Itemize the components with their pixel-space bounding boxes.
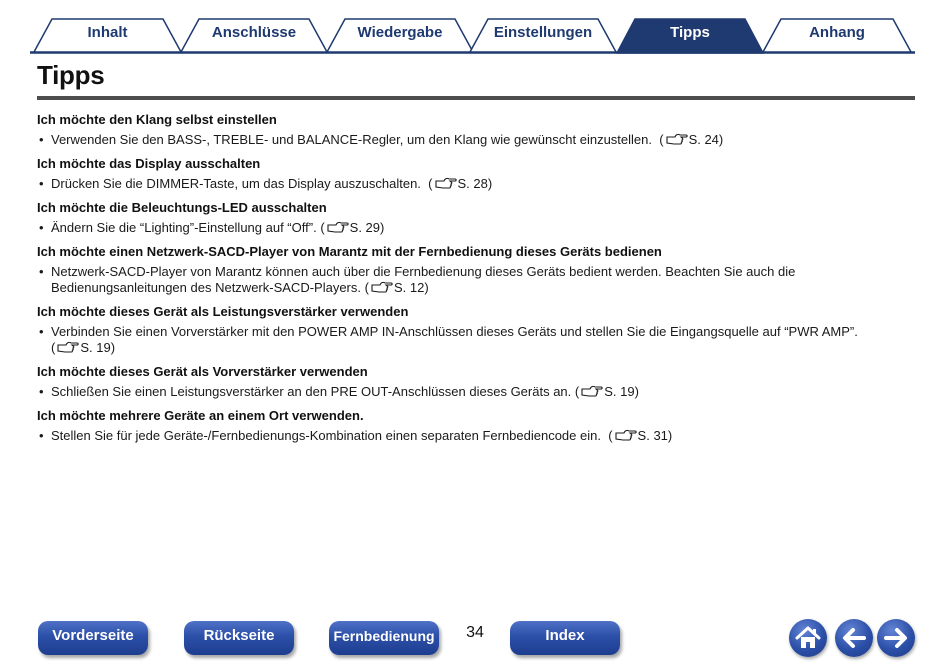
home-icon	[789, 619, 827, 657]
tab-inhalt[interactable]: Inhalt	[87, 24, 128, 41]
tip-heading: Ich möchte dieses Gerät als Vorverstärker verwenden	[37, 364, 368, 379]
previous-page-button[interactable]	[835, 619, 873, 657]
page-reference-link[interactable]: ( S. 19)	[574, 384, 639, 399]
pointing-hand-icon	[57, 341, 79, 353]
tip-text: Schließen Sie einen Leistungsverstärker an den PRE OUT-Anschlüssen dieses Geräts an.	[51, 384, 572, 399]
tip-heading: Ich möchte die Beleuchtungs-LED ausschalten	[37, 200, 327, 215]
page-reference: S. 31	[637, 428, 668, 443]
tip-section	[37, 200, 917, 236]
arrow-right-icon	[877, 619, 915, 657]
tab-bar	[0, 0, 950, 56]
tab-einstellungen[interactable]: Einstellungen	[493, 24, 593, 41]
tip-item	[37, 220, 917, 236]
front-page-button[interactable]: Vorderseite	[38, 621, 148, 655]
tip-text: Verbinden Sie einen Vorverstärker mit den POWER AMP IN-Anschlüssen dieses Geräts und stellen Sie die Eingangsquelle auf “PWR AMP”.	[51, 324, 858, 339]
tip-item	[37, 264, 917, 296]
page-reference: S. 24	[688, 132, 719, 147]
index-button[interactable]: Index	[510, 621, 620, 655]
tip-item	[37, 428, 917, 444]
tip-text: Drücken Sie die DIMMER-Taste, um das Display auszuschalten.	[51, 176, 421, 191]
page-reference-link[interactable]: ( S. 19)	[51, 340, 116, 355]
pointing-hand-icon	[615, 429, 637, 441]
page-reference: S. 12	[393, 280, 425, 295]
page-reference-link[interactable]: ( S. 24)	[659, 132, 724, 147]
tip-heading: Ich möchte das Display ausschalten	[37, 156, 261, 171]
tip-section	[37, 156, 917, 192]
tip-heading: Ich möchte dieses Gerät als Leistungsverstärker verwenden	[37, 304, 409, 319]
tip-text: Verwenden Sie den BASS-, TREBLE- und BALANCE-Regler, um den Klang wie gewünscht einzustellen.	[51, 132, 652, 147]
page-reference-link[interactable]: ( S. 29)	[320, 220, 385, 235]
tip-heading: Ich möchte den Klang selbst einstellen	[37, 112, 277, 127]
tab-wiedergabe[interactable]: Wiedergabe	[357, 24, 443, 41]
next-page-button[interactable]	[877, 619, 915, 657]
page-reference-link[interactable]: ( S. 31)	[608, 428, 673, 443]
tip-section	[37, 244, 917, 296]
tab-tipps[interactable]: Tipps	[670, 24, 710, 41]
page-title: Tipps	[37, 60, 105, 90]
tab-anschluesse[interactable]: Anschlüsse	[211, 24, 297, 41]
page-reference-link[interactable]: ( S. 28)	[428, 176, 493, 191]
pointing-hand-icon	[435, 177, 457, 189]
page-reference: S. 29	[349, 220, 381, 235]
tab-anhang[interactable]: Anhang	[809, 24, 865, 41]
title-rule	[37, 96, 915, 100]
page-reference: S. 19	[604, 384, 635, 399]
tip-text: Ändern Sie die “Lighting”-Einstellung auf “Off”.	[51, 220, 317, 235]
back-page-button[interactable]: Rückseite	[184, 621, 294, 655]
tip-item	[37, 132, 917, 148]
pointing-hand-icon	[371, 281, 393, 293]
arrow-left-icon	[835, 619, 873, 657]
tip-section	[37, 408, 917, 444]
tip-section	[37, 112, 917, 148]
tip-heading: Ich möchte mehrere Geräte an einem Ort verwenden.	[37, 408, 364, 423]
page-reference: S. 28	[457, 176, 488, 191]
pointing-hand-icon	[666, 133, 688, 145]
tip-heading: Ich möchte einen Netzwerk-SACD-Player von Marantz mit der Fernbedienung dieses Geräts bedienen	[37, 244, 662, 259]
pointing-hand-icon	[327, 221, 349, 233]
tips-content	[37, 112, 917, 452]
tip-item	[37, 176, 917, 192]
tip-item	[37, 384, 917, 400]
page-reference-link[interactable]: ( S. 12)	[364, 280, 429, 295]
tip-section	[37, 304, 917, 356]
remote-control-button[interactable]: Fernbedienung	[329, 621, 439, 655]
pointing-hand-icon	[581, 385, 603, 397]
tip-text: Stellen Sie für jede Geräte-/Fernbedienungs-Kombination einen separaten Fernbediencode ein.	[51, 428, 601, 443]
page-number: 34	[466, 624, 484, 641]
tip-item	[37, 324, 917, 356]
page-reference: S. 19	[80, 340, 111, 355]
tip-text: Netzwerk-SACD-Player von Marantz können auch über die Fernbedienung dieses Geräts bedient werden. Beachten Sie auch die Bedienungsanleitungen des Netzwerk-SACD-Players.	[51, 264, 796, 295]
home-button[interactable]	[789, 619, 827, 657]
tip-section	[37, 364, 917, 400]
